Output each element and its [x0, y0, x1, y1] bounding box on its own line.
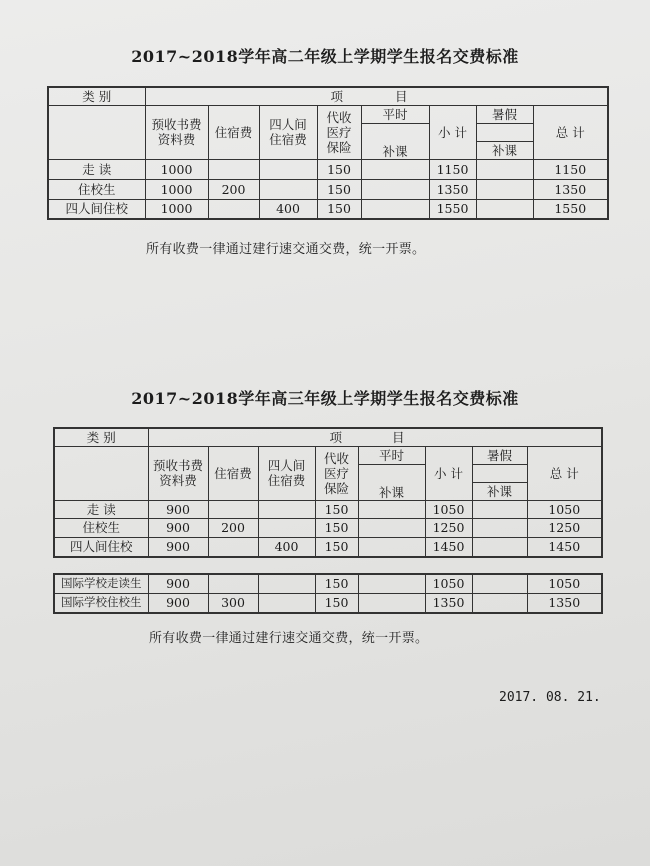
summer-header-blank — [472, 464, 527, 482]
item-header-right: 目 — [358, 428, 602, 446]
regular-header: 平时 — [358, 446, 425, 464]
lodging-header: 住宿费 — [208, 446, 258, 500]
row-subtotal: 1350 — [425, 593, 472, 613]
table-row — [54, 593, 602, 613]
row-subtotal: 1050 — [425, 500, 472, 518]
row-insurance: 150 — [315, 593, 358, 613]
row-lodging — [208, 537, 258, 557]
total-header: 总 计 — [527, 446, 602, 500]
table-row — [48, 199, 608, 219]
category-header-blank — [54, 446, 148, 500]
row-books: 1000 — [145, 159, 208, 179]
table-row — [54, 537, 602, 557]
row-summer — [476, 179, 533, 199]
summer-header: 暑假 — [472, 446, 527, 464]
row-insurance: 150 — [315, 574, 358, 593]
summer-header: 暑假 — [476, 105, 533, 123]
row-regular — [358, 518, 425, 537]
summer-header-sub: 补课 — [476, 141, 533, 159]
grade3-payment-note: 所有收费一律通过建行速交通交费，统一开票。 — [149, 631, 429, 646]
insurance-header — [317, 105, 361, 159]
insurance-header-line2: 医疗 — [324, 465, 350, 481]
grade2-fee-table — [47, 86, 609, 220]
row-insurance: 150 — [317, 159, 361, 179]
books-header-line2: 资料费 — [157, 132, 196, 147]
books-header-line2: 资料费 — [159, 473, 197, 488]
table-row — [54, 500, 602, 518]
subtotal-header: 小 计 — [425, 446, 472, 500]
row-insurance: 150 — [315, 500, 358, 518]
row-lodging: 300 — [208, 593, 258, 613]
row-insurance: 150 — [315, 537, 358, 557]
row-total: 1050 — [527, 500, 602, 518]
row-four-person — [259, 159, 317, 179]
row-four-person: 400 — [258, 537, 315, 557]
row-lodging: 200 — [208, 518, 258, 537]
grade2-fee-title: 2017~2018学年高二年级上学期学生报名交费标准 — [131, 47, 519, 66]
row-four-person — [258, 574, 315, 593]
row-total: 1450 — [527, 537, 602, 557]
row-category: 住校生 — [48, 179, 145, 199]
row-regular — [358, 574, 425, 593]
insurance-header-line2: 医疗 — [326, 124, 352, 140]
table-row — [48, 179, 608, 199]
row-books: 900 — [148, 593, 208, 613]
insurance-header-line1: 代收 — [326, 109, 352, 125]
regular-header: 平时 — [361, 105, 429, 123]
row-books: 900 — [148, 500, 208, 518]
table-row — [54, 518, 602, 537]
international-fee-table — [53, 573, 603, 614]
grade2-payment-note: 所有收费一律通过建行速交通交费，统一开票。 — [146, 242, 426, 257]
table-row — [54, 574, 602, 593]
insurance-header-line3: 保险 — [326, 139, 352, 155]
row-four-person — [258, 593, 315, 613]
books-header — [145, 105, 208, 159]
subtotal-header: 小 计 — [429, 105, 476, 159]
row-four-person — [259, 179, 317, 199]
row-summer — [476, 159, 533, 179]
item-header-right: 目 — [361, 87, 608, 105]
four-person-header — [259, 105, 317, 159]
row-total: 1350 — [533, 179, 608, 199]
row-regular — [361, 199, 429, 219]
regular-header-sub: 补课 — [361, 123, 429, 159]
row-books: 1000 — [145, 179, 208, 199]
row-four-person — [258, 518, 315, 537]
four-person-header-line1: 四人间 — [269, 117, 307, 132]
row-summer — [472, 518, 527, 537]
row-category: 走 读 — [54, 500, 148, 518]
grade3-fee-table — [53, 427, 603, 558]
row-subtotal: 1050 — [425, 574, 472, 593]
row-regular — [361, 179, 429, 199]
category-header-blank — [48, 105, 145, 159]
row-subtotal: 1450 — [425, 537, 472, 557]
books-header-line1: 预收书费 — [151, 117, 202, 132]
item-header-left: 项 — [148, 428, 358, 446]
row-insurance: 150 — [317, 199, 361, 219]
row-category: 四人间住校 — [48, 199, 145, 219]
row-regular — [361, 159, 429, 179]
row-summer — [472, 500, 527, 518]
four-person-header — [258, 446, 315, 500]
issue-date: 2017. 08. 21. — [499, 690, 601, 705]
insurance-header-line1: 代收 — [324, 450, 350, 466]
books-header — [148, 446, 208, 500]
row-lodging — [208, 199, 259, 219]
row-total: 1250 — [527, 518, 602, 537]
row-summer — [472, 537, 527, 557]
row-insurance: 150 — [315, 518, 358, 537]
row-category: 国际学校走读生 — [54, 574, 148, 593]
row-books: 1000 — [145, 199, 208, 219]
four-person-header-line2: 住宿费 — [269, 132, 307, 147]
row-category: 四人间住校 — [54, 537, 148, 557]
grade3-fee-title: 2017~2018学年高三年级上学期学生报名交费标准 — [131, 389, 519, 408]
row-books: 900 — [148, 574, 208, 593]
row-lodging — [208, 574, 258, 593]
row-summer — [476, 199, 533, 219]
row-regular — [358, 537, 425, 557]
row-subtotal: 1550 — [429, 199, 476, 219]
total-header: 总 计 — [533, 105, 608, 159]
row-total: 1550 — [533, 199, 608, 219]
row-total: 1350 — [527, 593, 602, 613]
category-header: 类 别 — [48, 87, 145, 105]
four-person-header-line1: 四人间 — [267, 458, 306, 473]
summer-header-sub: 补课 — [472, 482, 527, 500]
row-subtotal: 1350 — [429, 179, 476, 199]
lodging-header: 住宿费 — [208, 105, 259, 159]
summer-header-blank — [476, 123, 533, 141]
item-header-left: 项 — [145, 87, 361, 105]
table-row — [48, 159, 608, 179]
row-category: 住校生 — [54, 518, 148, 537]
row-total: 1050 — [527, 574, 602, 593]
row-four-person — [258, 500, 315, 518]
row-lodging — [208, 500, 258, 518]
row-books: 900 — [148, 518, 208, 537]
row-subtotal: 1150 — [429, 159, 476, 179]
row-summer — [472, 574, 527, 593]
four-person-header-line2: 住宿费 — [267, 473, 306, 488]
row-regular — [358, 593, 425, 613]
insurance-header-line3: 保险 — [324, 480, 350, 496]
row-subtotal: 1250 — [425, 518, 472, 537]
row-books: 900 — [148, 537, 208, 557]
row-category: 走 读 — [48, 159, 145, 179]
row-summer — [472, 593, 527, 613]
row-insurance: 150 — [317, 179, 361, 199]
row-category: 国际学校住校生 — [54, 593, 148, 613]
row-regular — [358, 500, 425, 518]
insurance-header — [315, 446, 358, 500]
books-header-line1: 预收书费 — [152, 458, 203, 473]
row-lodging — [208, 159, 259, 179]
regular-header-sub: 补课 — [358, 464, 425, 500]
row-four-person: 400 — [259, 199, 317, 219]
row-lodging: 200 — [208, 179, 259, 199]
category-header: 类 别 — [54, 428, 148, 446]
row-total: 1150 — [533, 159, 608, 179]
